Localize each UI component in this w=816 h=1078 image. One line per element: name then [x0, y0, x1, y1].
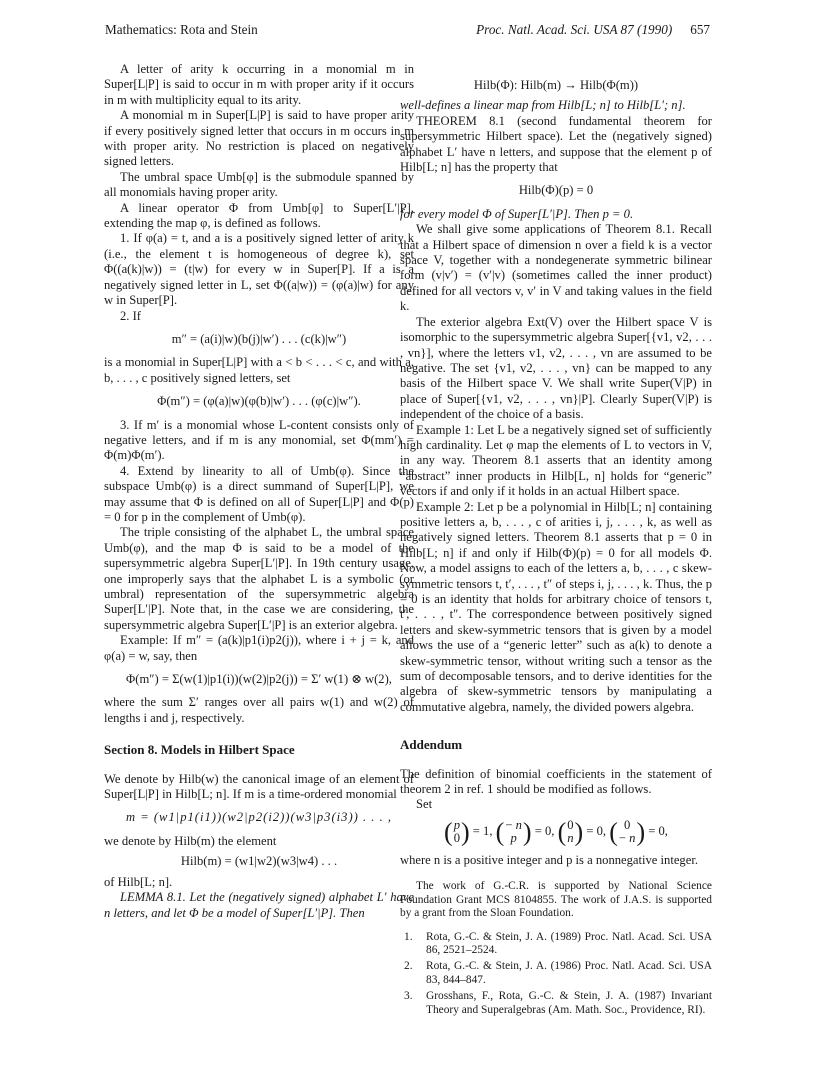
journal-citation: [476, 22, 710, 37]
equation: Hilb(Φ)(p) = 0: [518, 183, 594, 198]
list-item: 1. If φ(a) = t, and a is a positively signed letter of arity k (i.e., the element t is homogeneous of degree k), set Φ((a(k)|w)) = (t|w) for every w in Super[P]. If a is a negatively signed letter in L, set Φ((a|w)) = (φ(a)|w) for any w in Super[P].: [104, 231, 414, 308]
equation: Φ(m″) = Σ(w(1)|p1(i))(w(2)|p2(j)) = Σ′ w(1) ⊗ w(2),: [126, 672, 392, 687]
paragraph: A letter of arity k occurring in a monomial m in Super[L|P] is said to occur in m with proper arity if it occurs in m with multiplicity equal to its arity.: [104, 62, 414, 107]
equation: Hilb(Φ): Hilb(m) → Hilb(Φ(m)): [473, 78, 639, 92]
journal-name: Proc. Natl. Acad. Sci. USA 87 (1990): [476, 22, 673, 37]
acknowledgment: The work of G.-C.R. is supported by National Science Foundation Grant MCS 8104855. The work of J.A.S. is supported by a grant from the Sloan Foundation.: [400, 880, 712, 920]
paragraph: of Hilb[L; n].: [104, 874, 173, 889]
section-heading: Section 8. Models in Hilbert Space: [104, 742, 295, 758]
paragraph: We denote by Hilb(w) the canonical image of an element of Super[L|P] in Hilb[L; n]. If m is a time-ordered monomial: [104, 771, 414, 802]
paragraph: where the sum Σ′ ranges over all pairs w(1) and w(2) of lengths i and j, respectively.: [104, 695, 414, 725]
reference-text: Grosshans, F., Rota, G.-C. & Stein, J. A. (1987) Invariant Theory and Superalgebras (Am. Math. Soc., Providence, RI).: [426, 990, 712, 1016]
binomial-equation: ( p 0 ) = 1, ( − n p ) = 0, ( 0 n ) = 0, ( 0 − n ) = 0,: [444, 817, 668, 847]
page-number: 657: [690, 22, 710, 37]
reference-number: 3.: [404, 990, 413, 1003]
paragraph: The triple consisting of the alphabet L, the umbral space Umb(φ), and the map Φ is said to be a model of the supersymmetric algebra Super[L′|P]. In 19th century usage, one improperly says that the alphabet L is a symbolic (or umbral) representation of the supersymmetric algebra Super[L′|P]. Note that, in the case we are considering, the supersymmetric algebra Super[L′|P] is an exterior algebra.: [104, 525, 414, 632]
equation: m″ = (a(i)|w)(b(j)|w′) . . . (c(k)|w″): [171, 331, 347, 346]
equation: m = (w1|p1(i1))(w2|p2(i2))(w3|p3(i3)) . . . ,: [125, 810, 393, 825]
paragraph: Set: [416, 797, 433, 812]
right-column: [400, 46, 712, 1020]
list-item: 3. If m′ is a monomial whose L-content consists only of negative letters, and if m is any monomial, set Φ(mm′) = Φ(m)Φ(m′).: [104, 417, 414, 463]
example-paragraph: Example 2: Let p be a polynomial in Hilb[L; n] containing positive letters a, b, . . . , c of arities i, j, . . . , k, as well as negatively signed letters. Theorem 8.1 asserts that p = 0 in Hilb[L; n] if and only if Hilb(Φ)(p) = 0 for all models Φ. Now, a model assigns to each of the letters a, b, . . . , c skew-symmetric tensors t, t′, . . . , t″ of steps i, j, . . . , k. Thus, the p = 0 is an identity that holds for arbitrary choice of tensors t, t′, . . . , t″. The correspondence between positively signed letters and skew-symmetric tensors that is given by a model allows the use of a “generic letter” such as a(k) to denote a skew-symmetric tensor, without writing such a tensor as the sum of decomposable tensors, and to derive identities for the algebra of skew-symmetric tensors by manipulating a commutative algebra, namely, the divided powers algebra.: [400, 499, 712, 714]
reference-item: [400, 990, 712, 1017]
paragraph: we denote by Hilb(m) the element: [104, 833, 277, 848]
paragraph: The definition of binomial coefficients in the statement of theorem 2 in ref. 1 should be modified as follows.: [400, 766, 712, 797]
reference-item: [400, 931, 712, 958]
references: [400, 931, 712, 1017]
example-paragraph: Example: If m″ = (a(k)|p1(i)p2(j)), where i + j = k, and φ(a) = w, say, then: [104, 633, 414, 663]
paragraph: is a monomial in Super[L|P] with a < b < . . . < c, and with a, b, . . . , c positively signed letters, set: [104, 355, 414, 385]
page-header: [105, 22, 710, 40]
paragraph: A monomial m in Super[L|P] is said to have proper arity if every positively signed letter that occurs in m occurs in m with proper arity. No restriction is placed on negatively signed letters.: [104, 108, 414, 169]
equation: Φ(m″) = (φ(a)|w)(φ(b)|w′) . . . (φ(c)|w″).: [157, 394, 361, 409]
reference-item: [400, 960, 712, 987]
reference-text: Rota, G.-C. & Stein, J. A. (1989) Proc. Natl. Acad. Sci. USA 86, 2521–2524.: [426, 930, 712, 956]
list-item: 4. Extend by linearity to all of Umb(φ). Since the subspace Umb(φ) is a direct summand of Super[L|P], we may assume that Φ is defined on all of Super[L|P] and Φ(p) = 0 for p in the complement of Umb(φ).: [104, 463, 414, 524]
reference-number: 2.: [404, 960, 413, 973]
paragraph: We shall give some applications of Theorem 8.1. Recall that a Hilbert space of dimension n over a field k is a vector space V, together with a nondegenerate symmetric bilinear form (v|v′) = (v′|v) (sometimes called the inner product) defined for all vectors v, v′ in V and taking values in the field k.: [400, 222, 712, 314]
left-column: [104, 62, 414, 921]
running-title: Mathematics: Rota and Stein: [105, 22, 258, 37]
reference-number: 1.: [404, 930, 413, 943]
reference-text: Rota, G.-C. & Stein, J. A. (1986) Proc. Natl. Acad. Sci. USA 83, 844–847.: [426, 960, 712, 986]
paragraph: The exterior algebra Ext(V) over the Hilbert space V is isomorphic to the supersymmetric algebra Super[{v1, v2, . . . , vn}], where the letters v1, v2, . . . , vn are assumed to be negative. The set {v1, v2, . . . , vn} can be mapped to any basis of the Hilbert space V. We shall write Super(V|P) in place of Super[{v1, v2, . . . , vn}|P]. Clearly Super(V|P) is independent of the choice of a basis.: [400, 314, 712, 422]
lemma: LEMMA 8.1. Let the (negatively signed) alphabet L′ have n letters, and let Φ be a model of Super[L′|P]. Then: [104, 890, 414, 920]
theorem: THEOREM 8.1 (second fundamental theorem for supersymmetric Hilbert space). Let the (negatively signed) alphabet L′ have n letters, and suppose that the element p of Hilb[L; n] has the property that: [400, 113, 712, 175]
list-item: 2. If: [120, 308, 141, 323]
paragraph: well-defines a linear map from Hilb[L; n] to Hilb[L′; n].: [400, 98, 686, 113]
section-heading: Addendum: [400, 737, 463, 753]
paragraph: The umbral space Umb[φ] is the submodule spanned by all monomials having proper arity.: [104, 169, 414, 200]
paragraph: where n is a positive integer and p is a nonnegative integer.: [400, 852, 698, 867]
paragraph: A linear operator Φ from Umb[φ] to Super[L′|P], extending the map φ, is defined as follows.: [104, 200, 414, 231]
equation: Hilb(m) = (w1|w2)(w3|w4) . . .: [180, 854, 338, 869]
example-paragraph: Example 1: Let L be a negatively signed set of sufficiently high cardinality. Let φ map the elements of L to vectors in V, in any way. Theorem 8.1 asserts that an identity among “abstract” inner products in Hilb[L, n] holds for “generic” vectors if and only if it holds in an actual Hilbert space.: [400, 422, 712, 499]
paragraph: for every model Φ of Super[L′|P]. Then p = 0.: [400, 206, 634, 221]
